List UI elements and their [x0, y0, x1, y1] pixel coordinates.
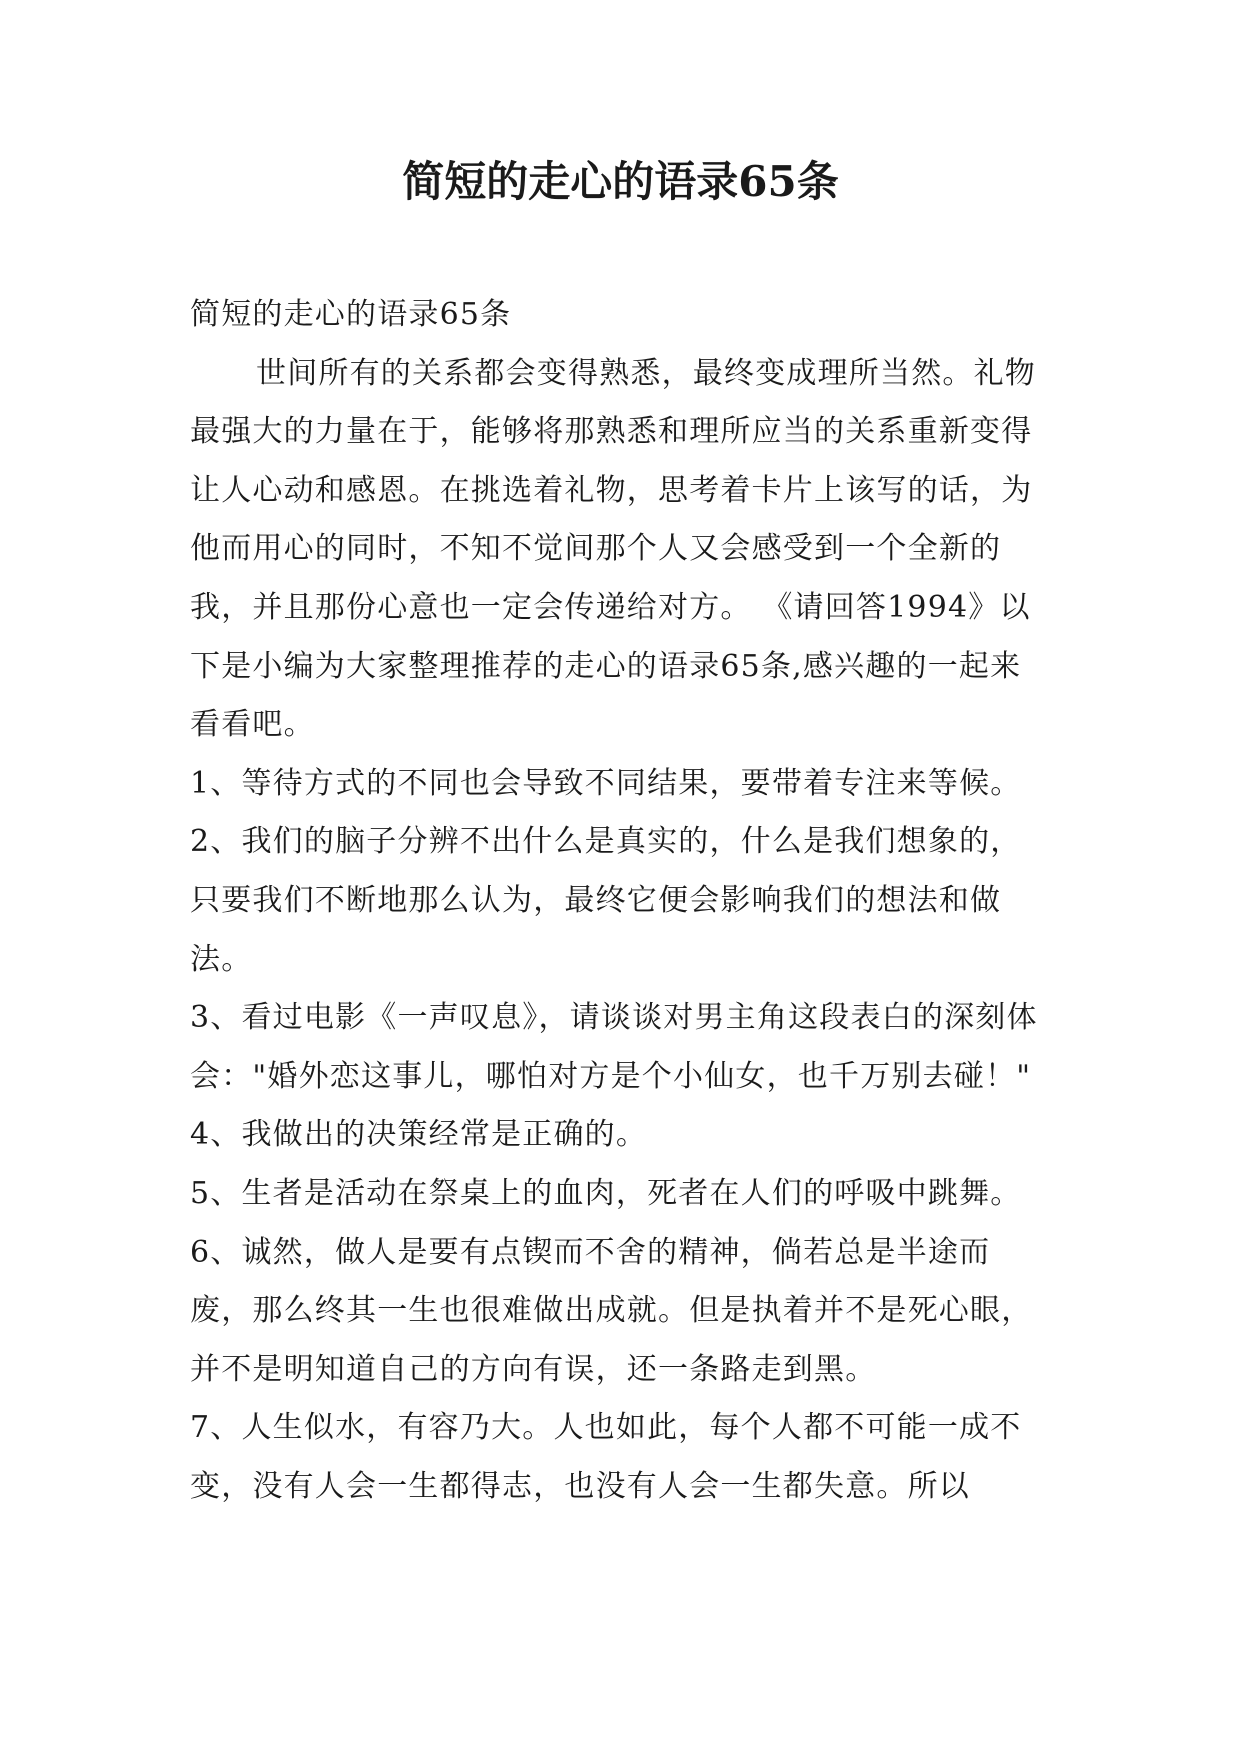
document-title: 简短的走心的语录65条 [402, 157, 839, 206]
intro-paragraph: 世间所有的关系都会变得熟悉，最终变成理所当然。礼物最强大的力量在于，能够将那熟悉和理所应当的关系重新变得让人心动和感恩。在挑选着礼物，思考着卡片上该写的话，为他而用心的同时，不知不觉间那个人又会感受到一个全新的我，并且那份心意也一定会传递给对方。 《请回答1994》以下是小编为大家整理推荐的走心的语录65条,感兴趣的一起来看看吧。 [190, 355, 1036, 743]
list-item: 5、生者是活动在祭桌上的血肉，死者在人们的呼吸中跳舞。 [190, 1175, 1022, 1211]
document-subtitle: 简短的走心的语录65条 [190, 297, 512, 332]
list-item: 6、诚然，做人是要有点锲而不舍的精神，倘若总是半途而废，那么终其一生也很难做出成就。但是执着并不是死心眼，并不是明知道自己的方向有误，还一条路走到黑。 [190, 1234, 1033, 1387]
list-item: 4、我做出的决策经常是正确的。 [190, 1117, 648, 1153]
list-item: 1、等待方式的不同也会导致不同结果，要带着专注来等候。 [190, 765, 1022, 801]
list-item: 2、我们的脑子分辨不出什么是真实的，什么是我们想象的，只要我们不断地那么认为，最终它便会影响我们的想法和做法。 [190, 824, 1022, 977]
document-body [190, 286, 1052, 1516]
list-item: 7、人生似水，有容乃大。人也如此，每个人都不可能一成不变，没有人会一生都得志，也没有人会一生都失意。所以 [190, 1410, 1022, 1504]
list-item: 3、看过电影《一声叹息》，请谈谈对男主角这段表白的深刻体会："婚外恋这事儿，哪怕对方是个小仙女，也千万别去碰！" [190, 1000, 1038, 1094]
